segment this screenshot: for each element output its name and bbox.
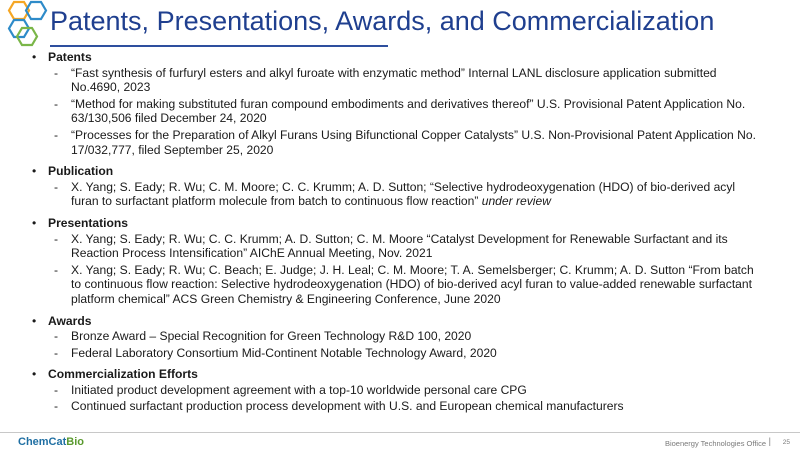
dash-icon: - [54, 329, 59, 344]
logo-text-bio: Bio [66, 436, 85, 448]
footer-office-label: Bioenergy Technologies Office [664, 439, 766, 448]
section-heading [32, 314, 762, 329]
dash-icon: - [54, 262, 59, 277]
dash-icon: - [54, 345, 59, 360]
list-item [54, 180, 762, 209]
chemcatbio-logo [18, 436, 84, 448]
bullet-icon: • [32, 313, 37, 328]
item-text: Initiated product development agreement with a top-10 worldwide personal care CPG [71, 382, 527, 397]
section-publication [32, 164, 762, 209]
item-text: “Method for making substituted furan compound embodiments and derivatives thereof” U.S. Provisional Patent Application No. 63/130,506 filed December 24, 2020 [71, 96, 746, 126]
dash-icon: - [54, 127, 59, 142]
footer-separator: | [768, 436, 771, 446]
dash-icon: - [54, 65, 59, 80]
item-text: X. Yang; S. Eady; R. Wu; C. C. Krumm; A. D. Sutton; C. M. Moore “Catalyst Development for Renewable Surfactant and its Reaction Process Intensification” AIChE Annual Meeting, Nov. 2021 [71, 231, 728, 261]
list-item [54, 383, 762, 398]
page-number: 25 [782, 439, 790, 446]
section-patents [32, 50, 762, 157]
title-underline [50, 45, 388, 47]
item-text: “Fast synthesis of furfuryl esters and alkyl furoate with enzymatic method” Internal LANL disclosure application submitted No.4690, 2023 [71, 65, 717, 95]
slide-content [32, 50, 762, 421]
bullet-icon: • [32, 164, 37, 179]
list-item [54, 232, 762, 261]
item-text: Bronze Award – Special Recognition for Green Technology R&D 100, 2020 [71, 329, 472, 344]
publication-citation: X. Yang; S. Eady; R. Wu; C. M. Moore; C. C. Krumm; A. D. Sutton; “Selective hydrodeoxygenation (HDO) of bio-derived acyl furan to surfactant platform molecule from batch to continuous flow reaction” [71, 179, 736, 209]
heading-text: Awards [48, 313, 92, 328]
list-item [54, 66, 762, 95]
section-heading [32, 216, 762, 231]
dash-icon: - [54, 179, 59, 194]
item-text [71, 180, 762, 209]
bullet-icon: • [32, 215, 37, 230]
section-awards [32, 314, 762, 361]
list-item [54, 346, 762, 361]
heading-text: Publication [48, 164, 114, 179]
item-text: Federal Laboratory Consortium Mid-Continent Notable Technology Award, 2020 [71, 345, 497, 360]
bullet-icon: • [32, 367, 37, 382]
section-commercialization [32, 367, 762, 414]
dash-icon: - [54, 382, 59, 397]
hexagon-logo-icon [0, 0, 48, 48]
list-item [54, 263, 762, 307]
publication-status: under review [481, 194, 551, 209]
logo-text-chemcat: ChemCat [18, 436, 67, 448]
dash-icon: - [54, 399, 59, 414]
section-heading [32, 367, 762, 382]
section-heading [32, 164, 762, 179]
list-item [54, 329, 762, 344]
bullet-icon: • [32, 50, 37, 64]
section-presentations [32, 216, 762, 307]
heading-text: Patents [48, 50, 92, 64]
footer-divider [0, 432, 800, 433]
list-item [54, 128, 762, 157]
heading-text: Presentations [48, 215, 128, 230]
item-text: X. Yang; S. Eady; R. Wu; C. Beach; E. Judge; J. H. Leal; C. M. Moore; T. A. Semelsberger; C. Krumm; A. D. Sutton “From batch to continuous flow reaction: Selective hydrodeoxygenation (HDO) of bio-derived acyl furan to value-added renewable surfactant platform chemical” ACS Green Chemistry & Engineering Conference, June 2020 [71, 262, 754, 306]
item-text: Continued surfactant production process development with U.S. and European chemical manufacturers [71, 399, 624, 414]
section-heading [32, 50, 762, 65]
heading-text: Commercialization Efforts [48, 367, 198, 382]
list-item [54, 399, 762, 414]
dash-icon: - [54, 231, 59, 246]
page-title: Patents, Presentations, Awards, and Commercialization [50, 6, 715, 36]
item-text: “Processes for the Preparation of Alkyl Furans Using Bifunctional Copper Catalysts” U.S. Non-Provisional Patent Application No. 17/032,777, filed September 25, 2020 [71, 127, 756, 157]
dash-icon: - [54, 96, 59, 111]
list-item [54, 97, 762, 126]
